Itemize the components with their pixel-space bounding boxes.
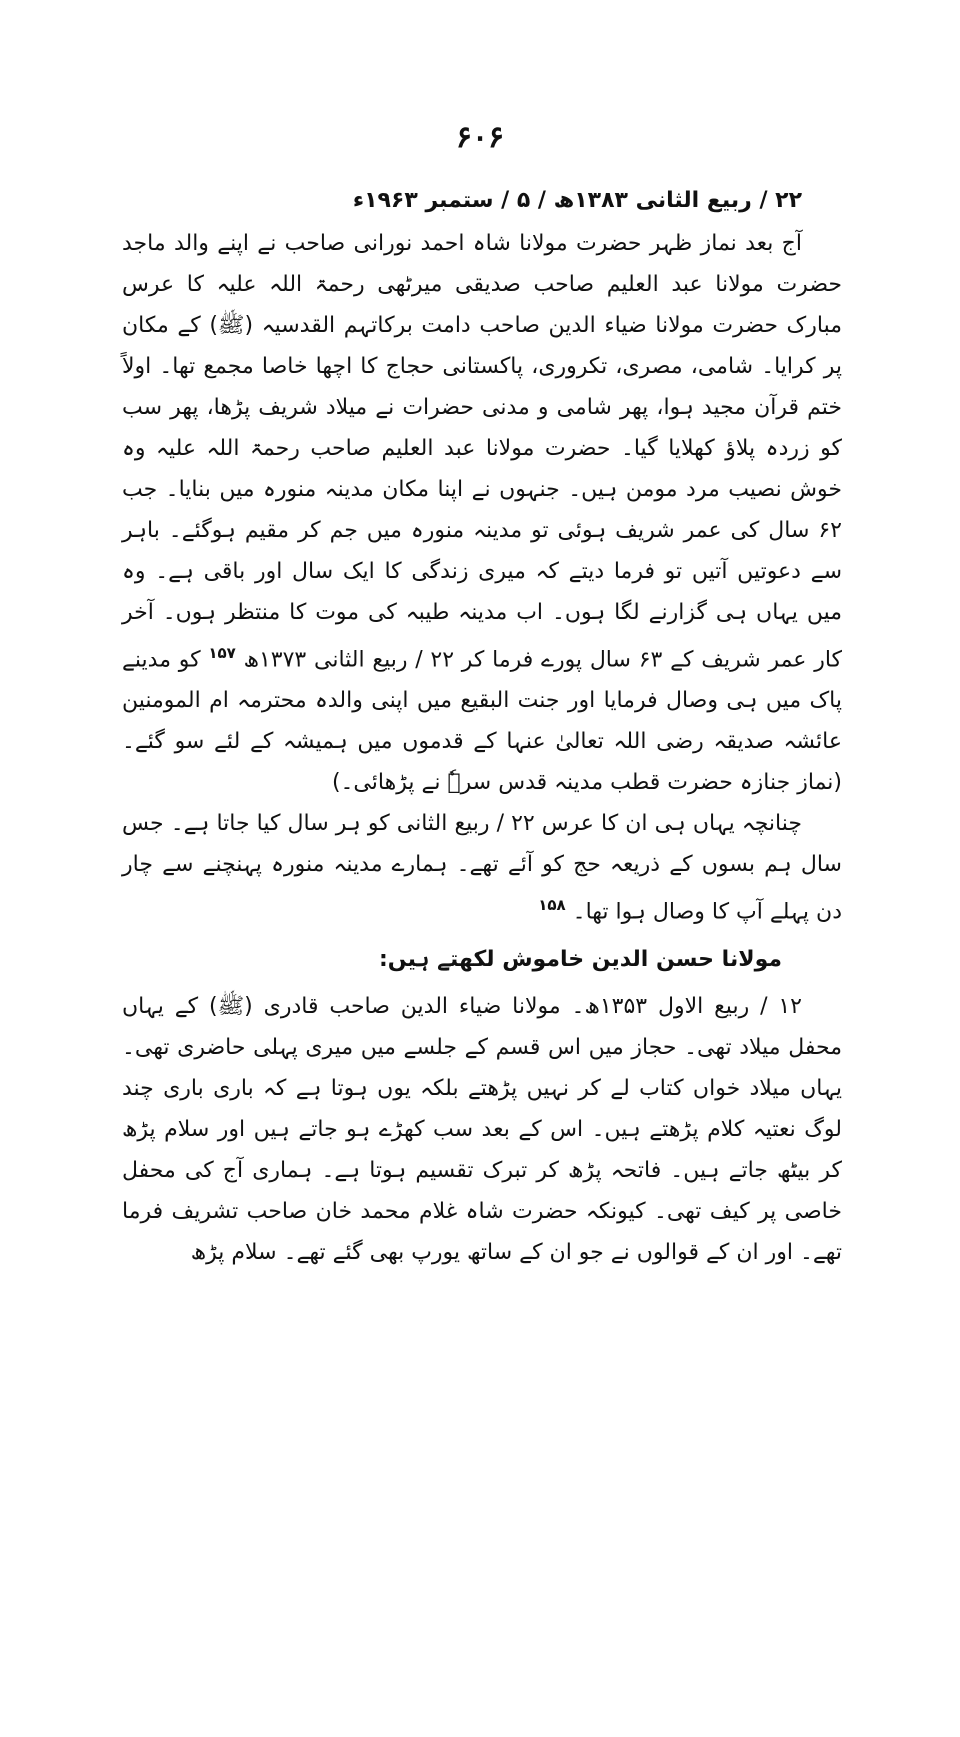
paragraph-1 <box>122 223 842 803</box>
page-content <box>122 180 842 1273</box>
footnote-ref-158: ۱۵۸ <box>538 896 566 915</box>
paragraph-2-text: چنانچہ یہاں ہی ان کا عرس ۲۲ / ربیع الثانی کو ہر سال کیا جاتا ہے۔ جس سال ہم بسوں کے ذریعہ حج کو آئے تھے۔ ہمارے مدینہ منورہ پہنچنے سے چار دن پہلے آپ کا وصال ہوا تھا۔ <box>122 811 842 925</box>
paragraph-2 <box>122 803 842 932</box>
section-heading: مولانا حسن الدین خاموش لکھتے ہیں: <box>378 946 782 972</box>
paragraph-3: ۱۲ / ربیع الاول ۱۳۵۳ھ۔ مولانا ضیاء الدین صاحب قادری (ﷺ) کے یہاں محفل میلاد تھی۔ حجاز میں اس قسم کے جلسے میں میری پہلی حاضری تھی۔ یہاں میلاد خواں کتاب لے کر نہیں پڑھتے بلکہ یوں ہوتا ہے کہ باری باری چند لوگ نعتیہ کلام پڑھتے ہیں۔ اس کے بعد سب کھڑے ہو جاتے ہیں اور سلام پڑھ کر بیٹھ جاتے ہیں۔ فاتحہ پڑھ کر تبرک تقسیم ہوتا ہے۔ ہماری آج کی محفل خاصی پر کیف تھی۔ کیونکہ حضرت شاہ غلام محمد خان صاحب تشریف فرما تھے۔ اور ان کے قوالوں نے جو ان کے ساتھ یورپ بھی گئے تھے۔ سلام پڑھ <box>122 993 842 1265</box>
paragraph-1-text: آج بعد نماز ظہر حضرت مولانا شاہ احمد نورانی صاحب نے اپنے والد ماجد حضرت مولانا عبد العلیم صاحب صدیقی میرٹھی رحمۃ اللہ علیہ کا عرس مبارک حضرت مولانا ضیاء الدین صاحب دامت برکاتہم القدسیہ (ﷺ) کے مکان پر کرایا۔ شامی، مصری، تکروری، پاکستانی حجاج کا اچھا خاصا مجمع تھا۔ اولاً ختم قرآن مجید ہوا، پھر شامی و مدنی حضرات نے میلاد شریف پڑھا، پھر سب کو زردہ پلاؤ کھلایا گیا۔ حضرت مولانا عبد العلیم صاحب رحمۃ اللہ علیہ وہ خوش نصیب مرد مومن ہیں۔ جنہوں نے اپنا مکان مدینہ منورہ میں بنایا۔ جب ۶۲ سال کی عمر شریف ہوئی تو مدینہ منورہ میں جم کر مقیم ہوگئے۔ باہر سے دعوتیں آتیں تو فرما دیتے کہ میری زندگی کا ایک سال اور باقی ہے۔ وہ میں یہاں ہی گزارنے لگا ہوں۔ اب مدینہ طیبہ کی موت کا منتظر ہوں۔ آخر کار عمر شریف کے ۶۳ سال پورے فرما کر ۲۲ / ربیع الثانی ۱۳۷۳ھ <box>122 231 842 673</box>
paragraph-1-continued: کو مدینے پاک میں ہی وصال فرمایا اور جنت البقیع میں اپنی والدہ محترمہ ام المومنین عائشہ صدیقہ رضی اللہ تعالیٰ عنہا کے قدموں میں ہمیشہ کے لئے سو گئے۔ (نماز جنازہ حضرت قطب مدینہ قدس سرہٗ نے پڑھائی۔) <box>122 647 842 796</box>
date-line: ۲۲ / ربیع الثانی ۱۳۸۳ھ / ۵ / ستمبر ۱۹۶۳ء <box>352 188 802 213</box>
page-number: ۶۰۶ <box>455 120 505 155</box>
footnote-ref-157: ۱۵۷ <box>208 644 236 662</box>
